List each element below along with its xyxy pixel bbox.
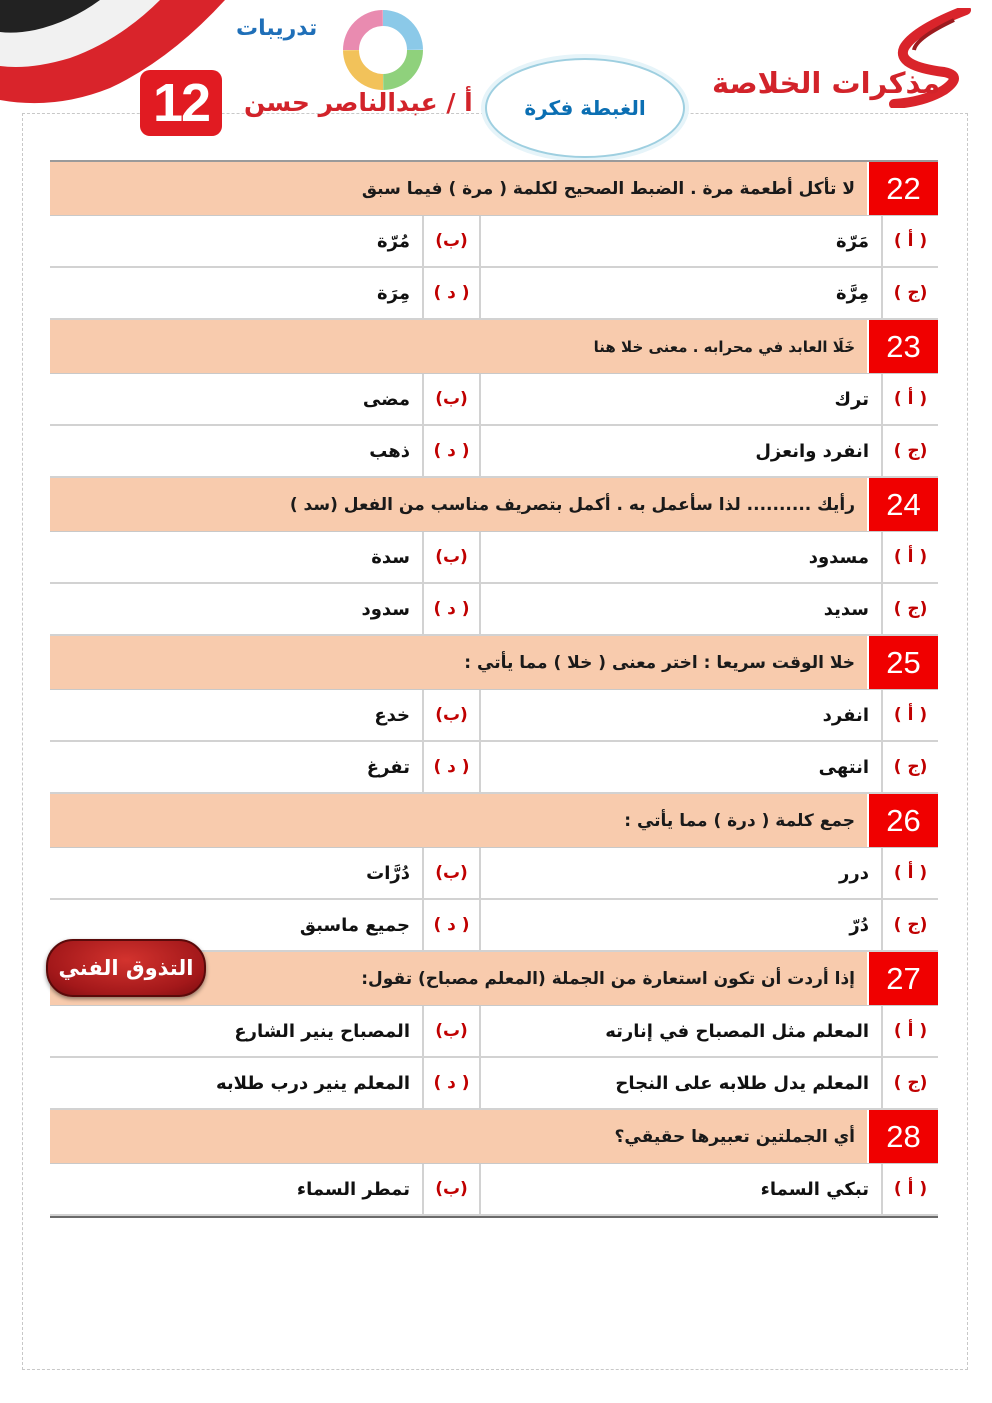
question-number: 22 bbox=[867, 162, 938, 215]
section-badge bbox=[46, 939, 206, 997]
option-letter: (ب) bbox=[422, 1006, 479, 1056]
option-letter: ( د ) bbox=[422, 268, 479, 318]
option-text[interactable]: المعلم ينير درب طلابه bbox=[215, 1072, 410, 1094]
options-row bbox=[50, 848, 938, 900]
option-text[interactable]: سديد bbox=[479, 584, 881, 634]
option-text[interactable]: درر bbox=[479, 848, 881, 898]
option-text[interactable]: مِرَّة bbox=[479, 268, 881, 318]
options-row bbox=[50, 268, 938, 320]
option-text[interactable]: انفرد وانعزل bbox=[479, 426, 881, 476]
options-row bbox=[50, 216, 938, 268]
option-letter: (ب) bbox=[422, 374, 479, 424]
option-letter: ( أ ) bbox=[881, 1006, 938, 1056]
option-text[interactable]: مُرّة bbox=[377, 230, 410, 252]
question-text: رأيك .......... لذا سأعمل به . أكمل بتصريف مناسب من الفعل (سد ) bbox=[50, 478, 867, 531]
option-letter: ( د ) bbox=[422, 584, 479, 634]
option-letter: (ج ) bbox=[881, 1058, 938, 1108]
section-title: تدريبات bbox=[236, 16, 318, 41]
option-text[interactable]: تبكي السماء bbox=[479, 1164, 881, 1214]
option-text[interactable]: دُرَّات bbox=[366, 862, 410, 884]
option-text[interactable]: تفرغ bbox=[366, 756, 410, 778]
question-number: 25 bbox=[867, 636, 938, 689]
option-text[interactable]: مضى bbox=[362, 388, 410, 410]
question-row bbox=[50, 320, 938, 374]
option-text[interactable]: جميع ماسبق bbox=[299, 914, 410, 936]
option-letter: (ج ) bbox=[881, 742, 938, 792]
option-letter: ( د ) bbox=[422, 742, 479, 792]
option-text[interactable]: انفرد bbox=[479, 690, 881, 740]
question-number: 23 bbox=[867, 320, 938, 373]
question-row bbox=[50, 636, 938, 690]
question-text: أي الجملتين تعبيرها حقيقي؟ bbox=[50, 1110, 867, 1163]
cycle-icon bbox=[338, 5, 428, 95]
option-text[interactable]: مسدود bbox=[479, 532, 881, 582]
option-text[interactable]: خدع bbox=[374, 704, 410, 726]
options-row bbox=[50, 584, 938, 636]
option-letter: (ج ) bbox=[881, 268, 938, 318]
option-text[interactable]: ترك bbox=[479, 374, 881, 424]
option-letter: (ج ) bbox=[881, 900, 938, 950]
option-letter: (ج ) bbox=[881, 584, 938, 634]
option-letter: ( أ ) bbox=[881, 690, 938, 740]
question-row bbox=[50, 162, 938, 216]
options-row bbox=[50, 374, 938, 426]
option-text[interactable]: مَرّة bbox=[479, 216, 881, 266]
option-letter: ( د ) bbox=[422, 426, 479, 476]
options-row bbox=[50, 1006, 938, 1058]
question-text: إذا أردت أن تكون استعارة من الجملة (المعلم مصباح) تقول: bbox=[50, 952, 867, 1005]
option-letter: (ب) bbox=[422, 532, 479, 582]
question-row bbox=[50, 794, 938, 848]
option-text[interactable]: دُرّ bbox=[479, 900, 881, 950]
option-letter: ( د ) bbox=[422, 900, 479, 950]
options-row bbox=[50, 742, 938, 794]
question-number: 24 bbox=[867, 478, 938, 531]
options-row bbox=[50, 532, 938, 584]
options-row bbox=[50, 1164, 938, 1216]
question-number: 26 bbox=[867, 794, 938, 847]
option-text[interactable]: تمطر السماء bbox=[296, 1178, 410, 1200]
option-text[interactable]: ذهب bbox=[369, 440, 410, 462]
option-text[interactable]: مِرَة bbox=[377, 282, 410, 304]
option-text[interactable]: المصباح ينير الشارع bbox=[234, 1020, 410, 1042]
question-text: جمع كلمة ( درة ) مما يأتي : bbox=[50, 794, 867, 847]
options-row bbox=[50, 426, 938, 478]
question-row bbox=[50, 478, 938, 532]
teacher-name: أ / عبدالناصر حسن bbox=[244, 88, 473, 117]
option-letter: (ب) bbox=[422, 1164, 479, 1214]
option-text[interactable]: انتهى bbox=[479, 742, 881, 792]
section-badge-text: التذوق الفني bbox=[58, 956, 194, 980]
option-letter: (ب) bbox=[422, 216, 479, 266]
question-row bbox=[50, 1110, 938, 1164]
question-number: 27 bbox=[867, 952, 938, 1005]
question-number: 28 bbox=[867, 1110, 938, 1163]
options-row bbox=[50, 1058, 938, 1110]
option-text[interactable]: سدود bbox=[361, 598, 410, 620]
question-text: خَلَا العابد في محرابه . معنى خلا هنا bbox=[50, 320, 867, 373]
question-text: لا تأكل أطعمة مرة . الضبط الصحيح لكلمة ( مرة ) فيما سبق bbox=[50, 162, 867, 215]
option-text[interactable]: سدة bbox=[371, 546, 410, 568]
option-letter: ( أ ) bbox=[881, 848, 938, 898]
option-letter: ( أ ) bbox=[881, 1164, 938, 1214]
option-text[interactable]: المعلم مثل المصباح في إنارته bbox=[479, 1006, 881, 1056]
option-letter: (ب) bbox=[422, 690, 479, 740]
option-letter: ( د ) bbox=[422, 1058, 479, 1108]
option-letter: ( أ ) bbox=[881, 374, 938, 424]
slogan-cloud bbox=[485, 58, 685, 158]
brand-title: مذكرات الخلاصة bbox=[712, 66, 941, 100]
options-row bbox=[50, 690, 938, 742]
option-letter: ( أ ) bbox=[881, 216, 938, 266]
option-letter: (ب) bbox=[422, 848, 479, 898]
grade-badge: 12 bbox=[140, 70, 222, 136]
option-letter: ( أ ) bbox=[881, 532, 938, 582]
option-text[interactable]: المعلم يدل طلابه على النجاح bbox=[479, 1058, 881, 1108]
slogan-text: الغبطة فكرة bbox=[524, 96, 646, 120]
question-text: خلا الوقت سريعا : اختر معنى ( خلا ) مما يأتي : bbox=[50, 636, 867, 689]
option-letter: (ج ) bbox=[881, 426, 938, 476]
questions-table bbox=[50, 160, 938, 1218]
